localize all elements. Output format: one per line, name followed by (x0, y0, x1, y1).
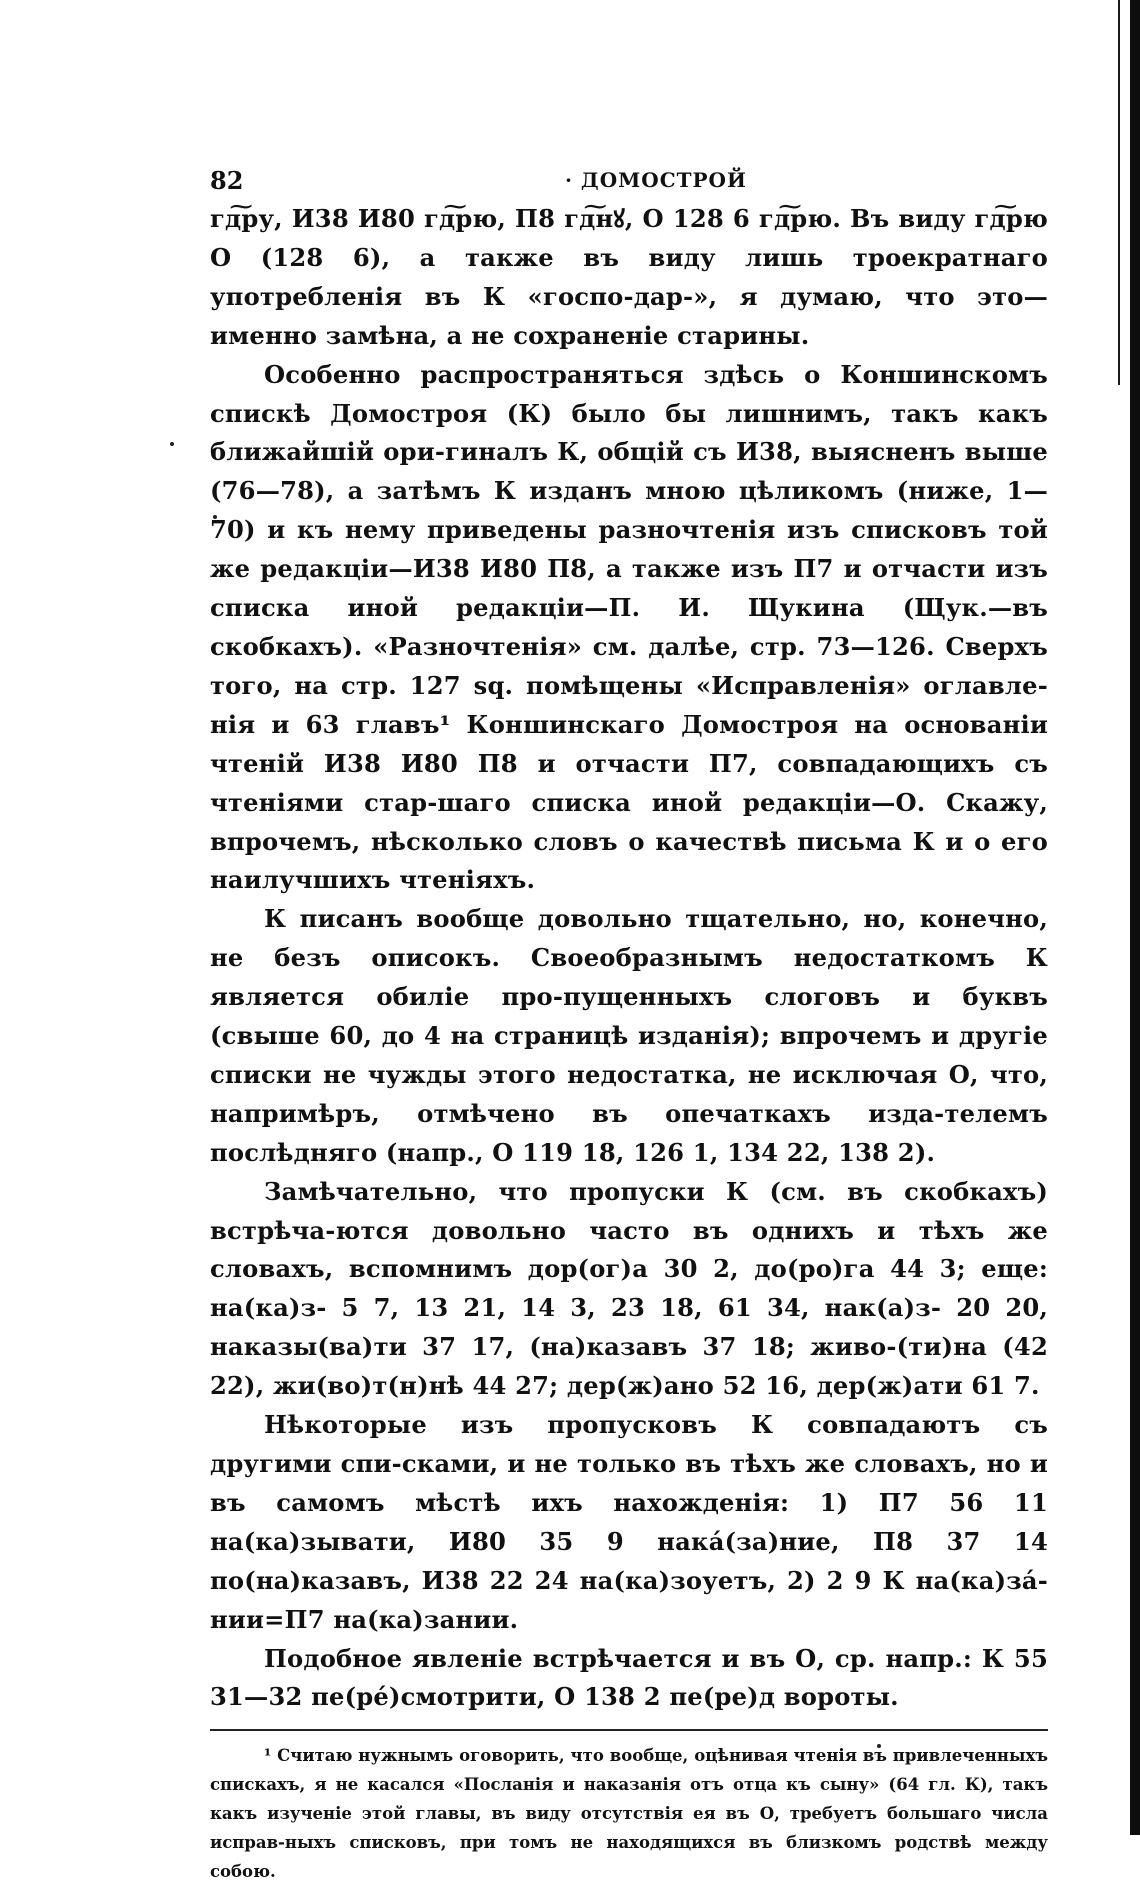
footnote-rule (210, 1729, 1048, 1731)
stray-mark (170, 442, 174, 446)
running-head (210, 160, 1048, 200)
paragraph: Нѣкоторые изъ пропусковъ К совпадаютъ съ другими спи-сками, и не только въ тѣхъ же словахъ, но и въ самомъ мѣстѣ ихъ нахожденія: 1) П7 56 11 на(ка)зывати, И80 35 9 нака́(за)ние, П8 37 14 по(на)казавъ, И38 22 24 на(ка)зоуетъ, 2) 2 9 К на(ка)за́-нии=П7 на(ка)зании. (210, 1410, 1048, 1634)
page-number: 82 (210, 166, 244, 195)
footnote-text: ¹ Считаю нужнымъ оговорить, что вообще, оцѣнивая чтенія въ привлеченныхъ спискахъ, я не касался «Посланія и наказанія отъ отца къ сыну» (64 гл. К), такъ какъ изученіе этой главы, въ виду отсутствія ея въ О, требуетъ большаго числа исправ-ныхъ списковъ, при томъ не находящихся въ близкомъ родствѣ между собою. (210, 1746, 1048, 1882)
paragraph: гд͠ру, И38 И80 гд͠рю, П8 гд͠нꙋ, О 128 6 гд͠рю. Въ виду гд͠рю О (128 6), а также въ виду лишь троекратнаго употребленія въ К «госпо-дар-», я думаю, что это—именно замѣна, а не сохраненіе старины. (210, 204, 1048, 350)
paragraph: Особенно распространяться здѣсь о Коншинскомъ спискѣ Домостроя (К) было бы лишнимъ, такъ какъ ближайшій ори-гиналъ К, общій съ И38, выясненъ выше (76—78), а затѣмъ К изданъ мною цѣликомъ (ниже, 1—70) и къ нему приведены разночтенія изъ списковъ той же редакціи—И38 И80 П8, а также изъ П7 и отчасти изъ списка иной редакціи—П. И. Щукина (Щук.—въ скобкахъ). «Разночтенія» см. далѣе, стр. 73—126. Сверхъ того, на стр. 127 sq. помѣщены «Исправленія» оглавле-нія и 63 главъ¹ Коншинскаго Домостроя на основаніи чтеній И38 И80 П8 и отчасти П7, совпадающихъ съ чтеніями стар-шаго списка иной редакціи—О. Скажу, впрочемъ, нѣсколько словъ о качествѣ письма К и о его наилучшихъ чтеніяхъ. (210, 359, 1048, 895)
page-edge-shadow (1130, 0, 1140, 1835)
paragraph: Замѣчательно, что пропуски К (см. въ скобкахъ) встрѣча-ются довольно часто въ однихъ и тѣхъ же словахъ, вспомнимъ дор(ог)а 30 2, до(ро)га 44 3; еще: на(ка)з- 5 7, 13 21, 14 3, 23 18, 61 34, нак(а)з- 20 20, наказы(ва)ти 37 17, (на)казавъ 37 18; живо-(ти)на (42 22), жи(во)т(н)нѣ 44 27; дер(ж)ано 52 16, дер(ж)ати 61 7. (210, 1176, 1048, 1401)
body-text (210, 200, 1048, 1717)
page-edge-line (1118, 0, 1120, 385)
paragraph: К писанъ вообще довольно тщательно, но, конечно, не безъ описокъ. Своеобразнымъ недостаткомъ К является обиліе про-пущенныхъ слоговъ и буквъ (свыше 60, до 4 на страницѣ изданія); впрочемъ и другіе списки не чужды этого недостатка, не исключая О, что, напримѣръ, отмѣчено въ опечаткахъ изда-телемъ послѣдняго (напр., О 119 18, 126 1, 134 22, 138 2). (210, 904, 1048, 1167)
paragraph: Подобное явленіе встрѣчается и въ О, ср. напр.: К 55 31—32 пе(ре́)смотрити, О 138 2 пе(ре)д вороты. (210, 1643, 1048, 1712)
page-content (210, 160, 1048, 1886)
running-title: · ДОМОСТРОЙ (565, 168, 747, 192)
footnote (210, 1741, 1048, 1886)
